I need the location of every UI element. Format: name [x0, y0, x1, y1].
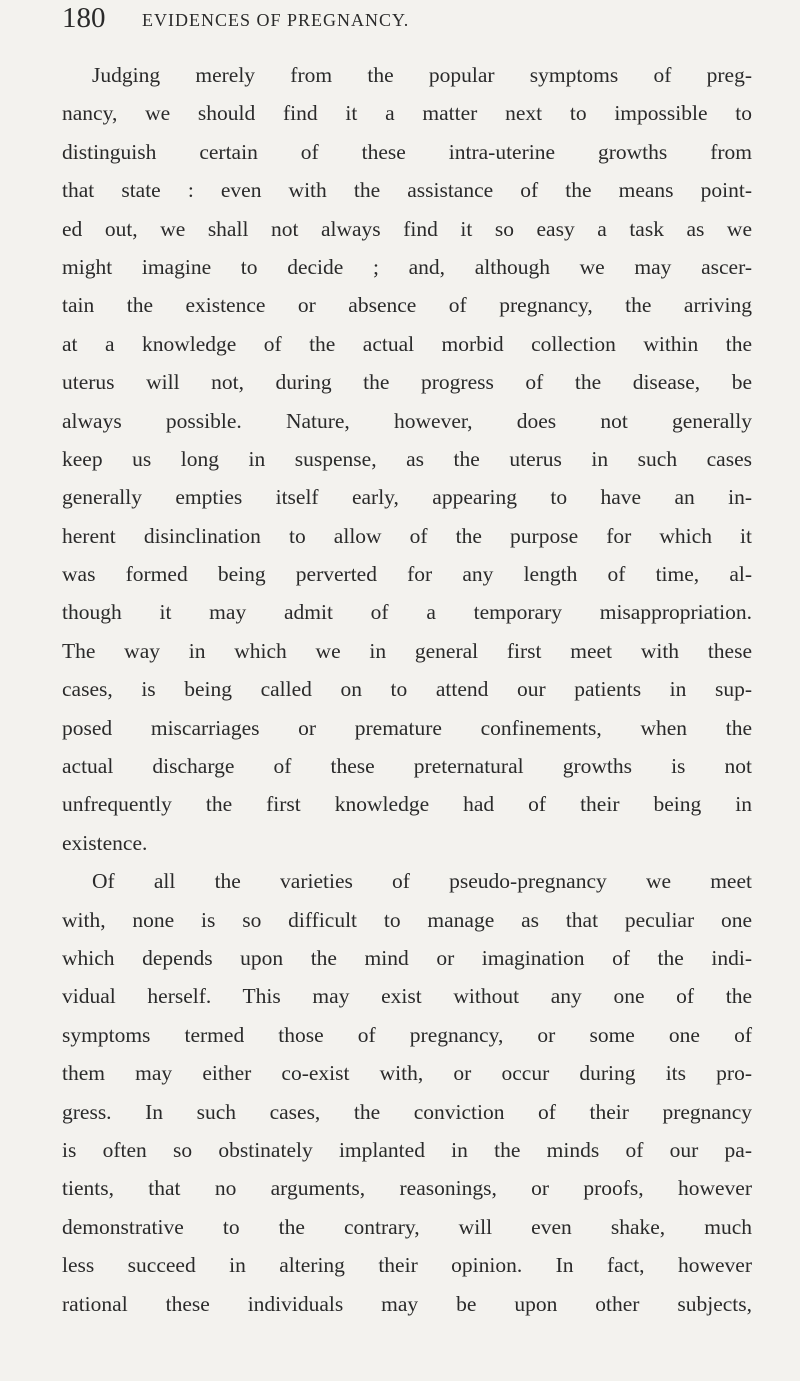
- text-line: Judging merely from the popular symptoms of preg-: [92, 63, 752, 87]
- text-line: though it may admit of a temporary misappropriation.: [62, 600, 752, 625]
- text-line: Of all the varieties of pseudo-pregnancy we meet: [92, 869, 752, 894]
- text-line: symptoms termed those of pregnancy, or some one of: [62, 1022, 752, 1047]
- text-line: at a knowledge of the actual morbid collection within the: [62, 331, 752, 356]
- text-line: generally empties itself early, appearing to have an in-: [62, 485, 752, 510]
- text-line: ed out, we shall not always find it so easy a task as we: [62, 216, 752, 241]
- text-line: unfrequently the first knowledge had of their being in: [62, 792, 752, 817]
- text-line: existence.: [62, 830, 148, 855]
- page-number: 180: [62, 2, 106, 34]
- text-line: cases, is being called on to attend our patients in sup-: [62, 677, 752, 702]
- text-line: uterus will not, during the progress of the disease, be: [62, 370, 752, 395]
- text-line: gress. In such cases, the conviction of their pregnancy: [62, 1099, 752, 1124]
- text-line: herent disinclination to allow of the purpose for which it: [62, 523, 752, 548]
- text-line: tain the existence or absence of pregnancy, the arriving: [62, 293, 752, 318]
- text-line: The way in which we in general first meet with these: [62, 638, 752, 663]
- text-line: keep us long in suspense, as the uterus in such cases: [62, 446, 752, 471]
- text-line: which depends upon the mind or imagination of the indi-: [62, 945, 752, 970]
- text-line: demonstrative to the contrary, will even shake, much: [62, 1214, 752, 1239]
- text-line: is often so obstinately implanted in the minds of our pa-: [62, 1137, 752, 1162]
- text-line: nancy, we should find it a matter next to impossible to: [62, 101, 752, 126]
- text-line: actual discharge of these preternatural growths is not: [62, 754, 752, 779]
- text-line: distinguish certain of these intra-uterine growths from: [62, 139, 752, 164]
- text-line: was formed being perverted for any length of time, al-: [62, 562, 752, 587]
- running-title: EVIDENCES OF PREGNANCY.: [142, 10, 410, 30]
- text-line: vidual herself. This may exist without any one of the: [62, 984, 752, 1009]
- text-line: that state : even with the assistance of the means point-: [62, 178, 752, 203]
- text-line: less succeed in altering their opinion. In fact, however: [62, 1253, 752, 1278]
- text-line: tients, that no arguments, reasonings, or proofs, however: [62, 1176, 752, 1201]
- text-line: them may either co-exist with, or occur during its pro-: [62, 1061, 752, 1086]
- page-header: [62, 2, 752, 36]
- text-line: always possible. Nature, however, does not generally: [62, 408, 752, 433]
- text-line: might imagine to decide ; and, although we may ascer-: [62, 254, 752, 279]
- text-line: rational these individuals may be upon other subjects,: [62, 1291, 752, 1316]
- text-line: posed miscarriages or premature confinements, when the: [62, 715, 752, 740]
- text-line: with, none is so difficult to manage as that peculiar one: [62, 907, 752, 932]
- body-text: [62, 56, 752, 1323]
